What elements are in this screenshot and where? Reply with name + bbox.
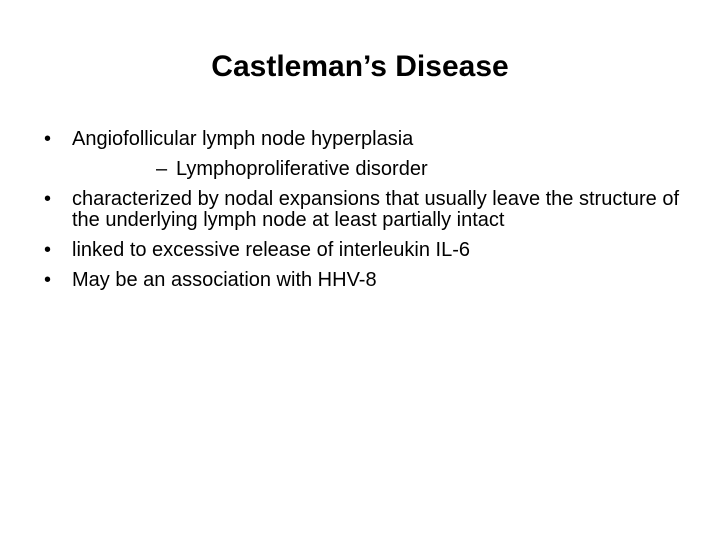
- bullet-text: characterized by nodal expansions that usually leave the structure of the underlying lymph node at least partially intact: [72, 188, 680, 231]
- bullet-text: linked to excessive release of interleukin IL-6: [72, 239, 470, 261]
- bullet-item: [44, 240, 684, 261]
- slide-title: Castleman’s Disease: [211, 50, 509, 83]
- slide-body: [44, 129, 684, 291]
- sub-bullet-mark: –: [156, 158, 168, 180]
- bullet-text: Angiofollicular lymph node hyperplasia: [72, 128, 414, 150]
- sub-bullet-item: [72, 159, 684, 180]
- bullet-item: [44, 129, 684, 180]
- bullet-mark: •: [44, 128, 52, 150]
- bullet-mark: •: [44, 239, 52, 261]
- sub-bullet-text: Lymphoproliferative disorder: [176, 158, 428, 180]
- bullet-mark: •: [44, 269, 52, 291]
- bullet-text: May be an association with HHV-8: [72, 269, 377, 291]
- bullet-item: [44, 270, 684, 291]
- bullet-mark: •: [44, 188, 52, 210]
- bullet-item: [44, 189, 684, 231]
